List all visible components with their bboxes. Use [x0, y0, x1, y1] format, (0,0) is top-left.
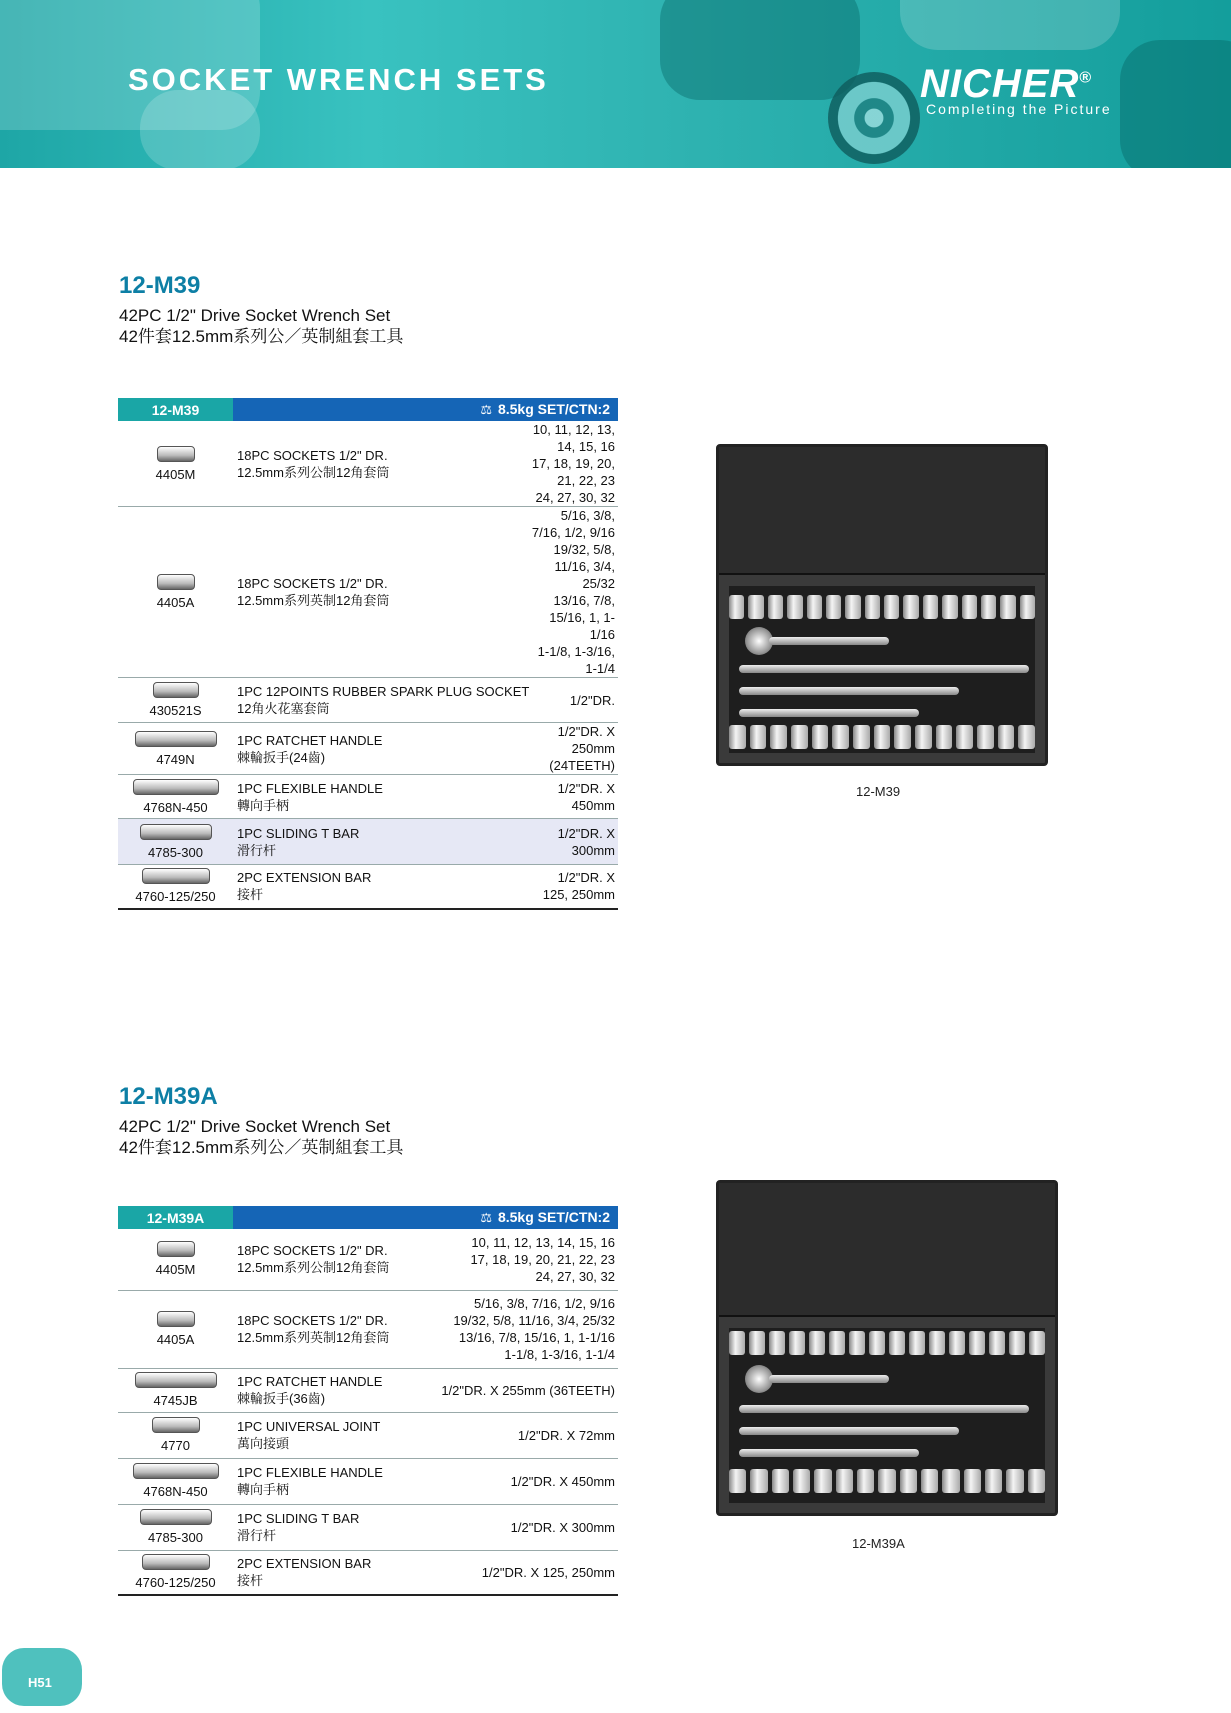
- description-en: 1PC 12POINTS RUBBER SPARK PLUG SOCKET: [237, 684, 530, 699]
- t-bar: [739, 1427, 959, 1435]
- description-en: 1PC RATCHET HANDLE: [237, 732, 383, 748]
- socket-row: [729, 725, 1035, 749]
- table-row: [118, 1550, 618, 1595]
- tool-icon: [152, 1417, 200, 1433]
- description-en: 18PC SOCKETS 1/2" DR.: [237, 1313, 388, 1328]
- tool-icon: [157, 574, 195, 590]
- description-en: 18PC SOCKETS 1/2" DR.: [237, 1243, 388, 1259]
- tool-cell: [118, 819, 233, 865]
- description-cell: [233, 421, 529, 507]
- description-en: 1PC RATCHET HANDLE: [237, 1374, 383, 1389]
- spec-cell: [427, 1458, 618, 1504]
- page-title: SOCKET WRENCH SETS: [128, 62, 549, 97]
- part-code: 4768N-450: [143, 799, 208, 815]
- spec-cell: [529, 775, 618, 819]
- case-lid: [719, 447, 1045, 575]
- description-zh: 12.5mm系列公制12角套筒: [237, 1260, 390, 1276]
- table-row: [118, 1229, 618, 1290]
- spec-value: 24, 27, 30, 32: [535, 1268, 615, 1284]
- tool-cell: [118, 421, 233, 507]
- tool-icon: [135, 731, 217, 747]
- table-row: [118, 1504, 618, 1550]
- table-model: 12-M39A: [118, 1206, 233, 1229]
- part-code: 430521S: [149, 703, 202, 718]
- puzzle-piece-decoration: [140, 90, 260, 168]
- table-row: [118, 1458, 618, 1504]
- spec-cell: [427, 1550, 618, 1595]
- description-zh: 12.5mm系列英制12角套筒: [237, 1330, 390, 1345]
- registered-mark: ®: [1079, 69, 1093, 87]
- weight-text: 8.5kg SET/CTN:2: [497, 1209, 610, 1225]
- description-cell: [233, 678, 529, 723]
- tool-cell: [118, 723, 233, 775]
- description-zh: 接杆: [237, 1573, 264, 1589]
- description-zh: 接杆: [237, 887, 264, 903]
- t-bar: [739, 687, 959, 695]
- tool-cell: [118, 1290, 233, 1368]
- part-code: 4785-300: [148, 1530, 203, 1545]
- spec-table: [118, 398, 618, 910]
- tool-icon: [133, 1463, 219, 1479]
- table-row: [118, 723, 618, 775]
- spec-cell: [529, 819, 618, 865]
- tool-cell: [118, 1504, 233, 1550]
- spec-value: 17, 18, 19, 20, 21, 22, 23: [470, 1251, 615, 1267]
- description-zh: 12.5mm系列公制12角套筒: [237, 464, 390, 480]
- page-number: H51: [28, 1675, 52, 1690]
- tool-icon: [153, 682, 199, 698]
- part-code: 4405M: [155, 466, 196, 482]
- section-subtitle-en: 42PC 1/2" Drive Socket Wrench Set: [119, 1117, 391, 1136]
- section-title: 12-M39: [119, 272, 201, 299]
- tool-icon: [140, 1509, 212, 1525]
- description-cell: [233, 1290, 427, 1368]
- socket-row: [729, 1331, 1045, 1355]
- description-en: 1PC SLIDING T BAR: [237, 1511, 360, 1526]
- product-photo: [716, 444, 1048, 766]
- tool-cell: [118, 1229, 233, 1290]
- spec-cell: [529, 507, 618, 678]
- scale-icon: ⚖: [480, 402, 492, 417]
- table-row: [118, 775, 618, 819]
- spec-cell: [529, 865, 618, 909]
- spec-cell: [529, 421, 618, 507]
- table-row: [118, 819, 618, 865]
- description-cell: [233, 1458, 427, 1504]
- description-cell: [233, 1550, 427, 1595]
- description-en: 2PC EXTENSION BAR: [237, 1556, 372, 1572]
- tool-icon: [142, 1554, 210, 1570]
- spec-cell: [529, 678, 618, 723]
- product-photo: [716, 1180, 1058, 1516]
- section-title: 12-M39A: [119, 1083, 218, 1110]
- photo-caption: 12-M39A: [852, 1536, 905, 1551]
- table-row: [118, 421, 618, 507]
- table-row: [118, 1368, 618, 1412]
- ratchet-bar: [769, 637, 889, 645]
- description-cell: [233, 1504, 427, 1550]
- description-cell: [233, 1412, 427, 1458]
- part-code: 4785-300: [148, 844, 203, 860]
- spec-value: 1-1/8, 1-3/16, 1-1/4: [504, 1347, 615, 1362]
- spec-value: 10, 11, 12, 13, 14, 15, 16: [471, 1234, 615, 1250]
- spec-value: 5/16, 3/8, 7/16, 1/2, 9/16: [474, 1296, 615, 1311]
- table-header: [118, 398, 618, 421]
- section-subtitle-en: 42PC 1/2" Drive Socket Wrench Set: [119, 306, 391, 325]
- description-cell: [233, 865, 529, 909]
- description-en: 1PC FLEXIBLE HANDLE: [237, 1465, 383, 1480]
- description-zh: 滑行杆: [237, 842, 277, 858]
- tool-icon: [142, 868, 210, 884]
- part-code: 4768N-450: [143, 1484, 208, 1499]
- tool-cell: [118, 865, 233, 909]
- tool-cell: [118, 775, 233, 819]
- extension-bar: [739, 1449, 919, 1457]
- spec-value: 24, 27, 30, 32: [535, 490, 615, 505]
- description-en: 18PC SOCKETS 1/2" DR.: [237, 576, 388, 591]
- tool-cell: [118, 1550, 233, 1595]
- table-row: [118, 1412, 618, 1458]
- spec-cell: [427, 1368, 618, 1412]
- description-zh: 滑行杆: [237, 1528, 277, 1543]
- header-banner: [0, 0, 1231, 168]
- part-code: 4405A: [156, 1332, 195, 1347]
- part-code: 4745JB: [153, 1393, 198, 1408]
- section-subtitle-zh: 42件套12.5mm系列公／英制組套工具: [119, 327, 404, 346]
- description-en: 18PC SOCKETS 1/2" DR.: [237, 447, 388, 463]
- table-weight: [233, 398, 618, 421]
- table-header: [118, 1206, 618, 1229]
- part-code: 4770: [161, 1438, 190, 1453]
- description-zh: 棘輪扳手(24齒): [237, 749, 326, 765]
- spec-value: 5/16, 3/8, 7/16, 1/2, 9/16: [531, 508, 615, 540]
- spec-table: [118, 1206, 618, 1596]
- case-lid: [719, 1183, 1055, 1317]
- spec-value: 1/2"DR. X 450mm: [557, 780, 615, 813]
- description-zh: 萬向接頭: [237, 1436, 290, 1451]
- extension-bar: [739, 709, 919, 717]
- ratchet-bar: [769, 1375, 889, 1383]
- table-row: [118, 865, 618, 909]
- description-zh: 棘輪扳手(36齒): [237, 1391, 326, 1406]
- table-row: [118, 678, 618, 723]
- spec-value: 1/2"DR. X 300mm: [557, 825, 615, 858]
- spec-value: 1-1/8, 1-3/16, 1-1/4: [537, 644, 615, 676]
- spec-value: 17, 18, 19, 20, 21, 22, 23: [531, 456, 615, 488]
- description-zh: 轉向手柄: [237, 1482, 290, 1497]
- spec-value: 1/2"DR. X 125, 250mm: [542, 870, 615, 903]
- tool-icon: [157, 1241, 195, 1257]
- part-code: 4760-125/250: [135, 1575, 216, 1591]
- description-cell: [233, 1229, 427, 1290]
- spec-value: 13/16, 7/8, 15/16, 1, 1-1/16: [458, 1330, 615, 1345]
- tool-cell: [118, 507, 233, 678]
- socket-row: [729, 1469, 1045, 1493]
- description-en: 2PC EXTENSION BAR: [237, 870, 372, 886]
- puzzle-piece-decoration: [900, 0, 1120, 50]
- description-cell: [233, 819, 529, 865]
- spec-value: 1/2"DR. X 300mm: [510, 1519, 615, 1535]
- description-en: 1PC SLIDING T BAR: [237, 825, 360, 841]
- spec-value: 13/16, 7/8, 15/16, 1, 1-1/16: [549, 593, 615, 642]
- part-code: 4760-125/250: [135, 889, 216, 905]
- tool-icon: [157, 1311, 195, 1327]
- part-code: 4749N: [156, 751, 195, 767]
- description-cell: [233, 723, 529, 775]
- puzzle-piece-decoration: [660, 0, 860, 100]
- spec-cell: [427, 1290, 618, 1368]
- spec-cell: [427, 1229, 618, 1290]
- table-model: 12-M39: [118, 398, 233, 421]
- tool-cell: [118, 678, 233, 723]
- spec-value: 19/32, 5/8, 11/16, 3/4, 25/32: [553, 542, 615, 591]
- spec-value: 1/2"DR. X 255mm (36TEETH): [441, 1382, 615, 1398]
- spec-value: 1/2"DR. X 125, 250mm: [481, 1564, 615, 1580]
- description-en: 1PC UNIVERSAL JOINT: [237, 1419, 381, 1434]
- puzzle-piece-decoration: [1120, 40, 1231, 168]
- description-cell: [233, 775, 529, 819]
- spec-cell: [529, 723, 618, 775]
- brand-name: NICHER: [920, 62, 1080, 106]
- scale-icon: ⚖: [480, 1210, 492, 1225]
- description-zh: 轉向手柄: [237, 797, 290, 813]
- spec-value: 1/2"DR. X 250mm (24TEETH): [549, 724, 615, 773]
- spec-value: 19/32, 5/8, 11/16, 3/4, 25/32: [453, 1313, 615, 1328]
- tool-icon: [133, 779, 219, 795]
- brand-tagline: Completing the Picture: [926, 101, 1112, 117]
- tool-icon: [157, 446, 195, 462]
- section-subtitle-zh: 42件套12.5mm系列公／英制組套工具: [119, 1138, 404, 1157]
- description-cell: [233, 507, 529, 678]
- tool-cell: [118, 1412, 233, 1458]
- weight-text: 8.5kg SET/CTN:2: [497, 401, 610, 417]
- socket-row: [729, 595, 1035, 619]
- wheel-graphic: [828, 72, 920, 164]
- spec-value: 1/2"DR.: [569, 692, 615, 708]
- description-en: 1PC FLEXIBLE HANDLE: [237, 780, 383, 796]
- description-zh: 12.5mm系列英制12角套筒: [237, 593, 390, 608]
- photo-caption: 12-M39: [856, 784, 901, 799]
- spec-cell: [427, 1412, 618, 1458]
- spec-value: 1/2"DR. X 450mm: [510, 1473, 615, 1489]
- table-weight: [233, 1206, 618, 1229]
- spec-cell: [427, 1504, 618, 1550]
- flex-handle: [739, 1405, 1029, 1413]
- table-row: [118, 1290, 618, 1368]
- spec-value: 10, 11, 12, 13, 14, 15, 16: [532, 422, 615, 454]
- tool-icon: [135, 1372, 217, 1388]
- tool-cell: [118, 1368, 233, 1412]
- part-code: 4405M: [155, 1262, 196, 1278]
- part-code: 4405A: [156, 595, 195, 610]
- spec-value: 1/2"DR. X 72mm: [517, 1427, 615, 1443]
- table-row: [118, 507, 618, 678]
- tool-icon: [140, 824, 212, 840]
- description-zh: 12角火花塞套筒: [237, 701, 330, 716]
- description-cell: [233, 1368, 427, 1412]
- flex-handle: [739, 665, 1029, 673]
- tool-cell: [118, 1458, 233, 1504]
